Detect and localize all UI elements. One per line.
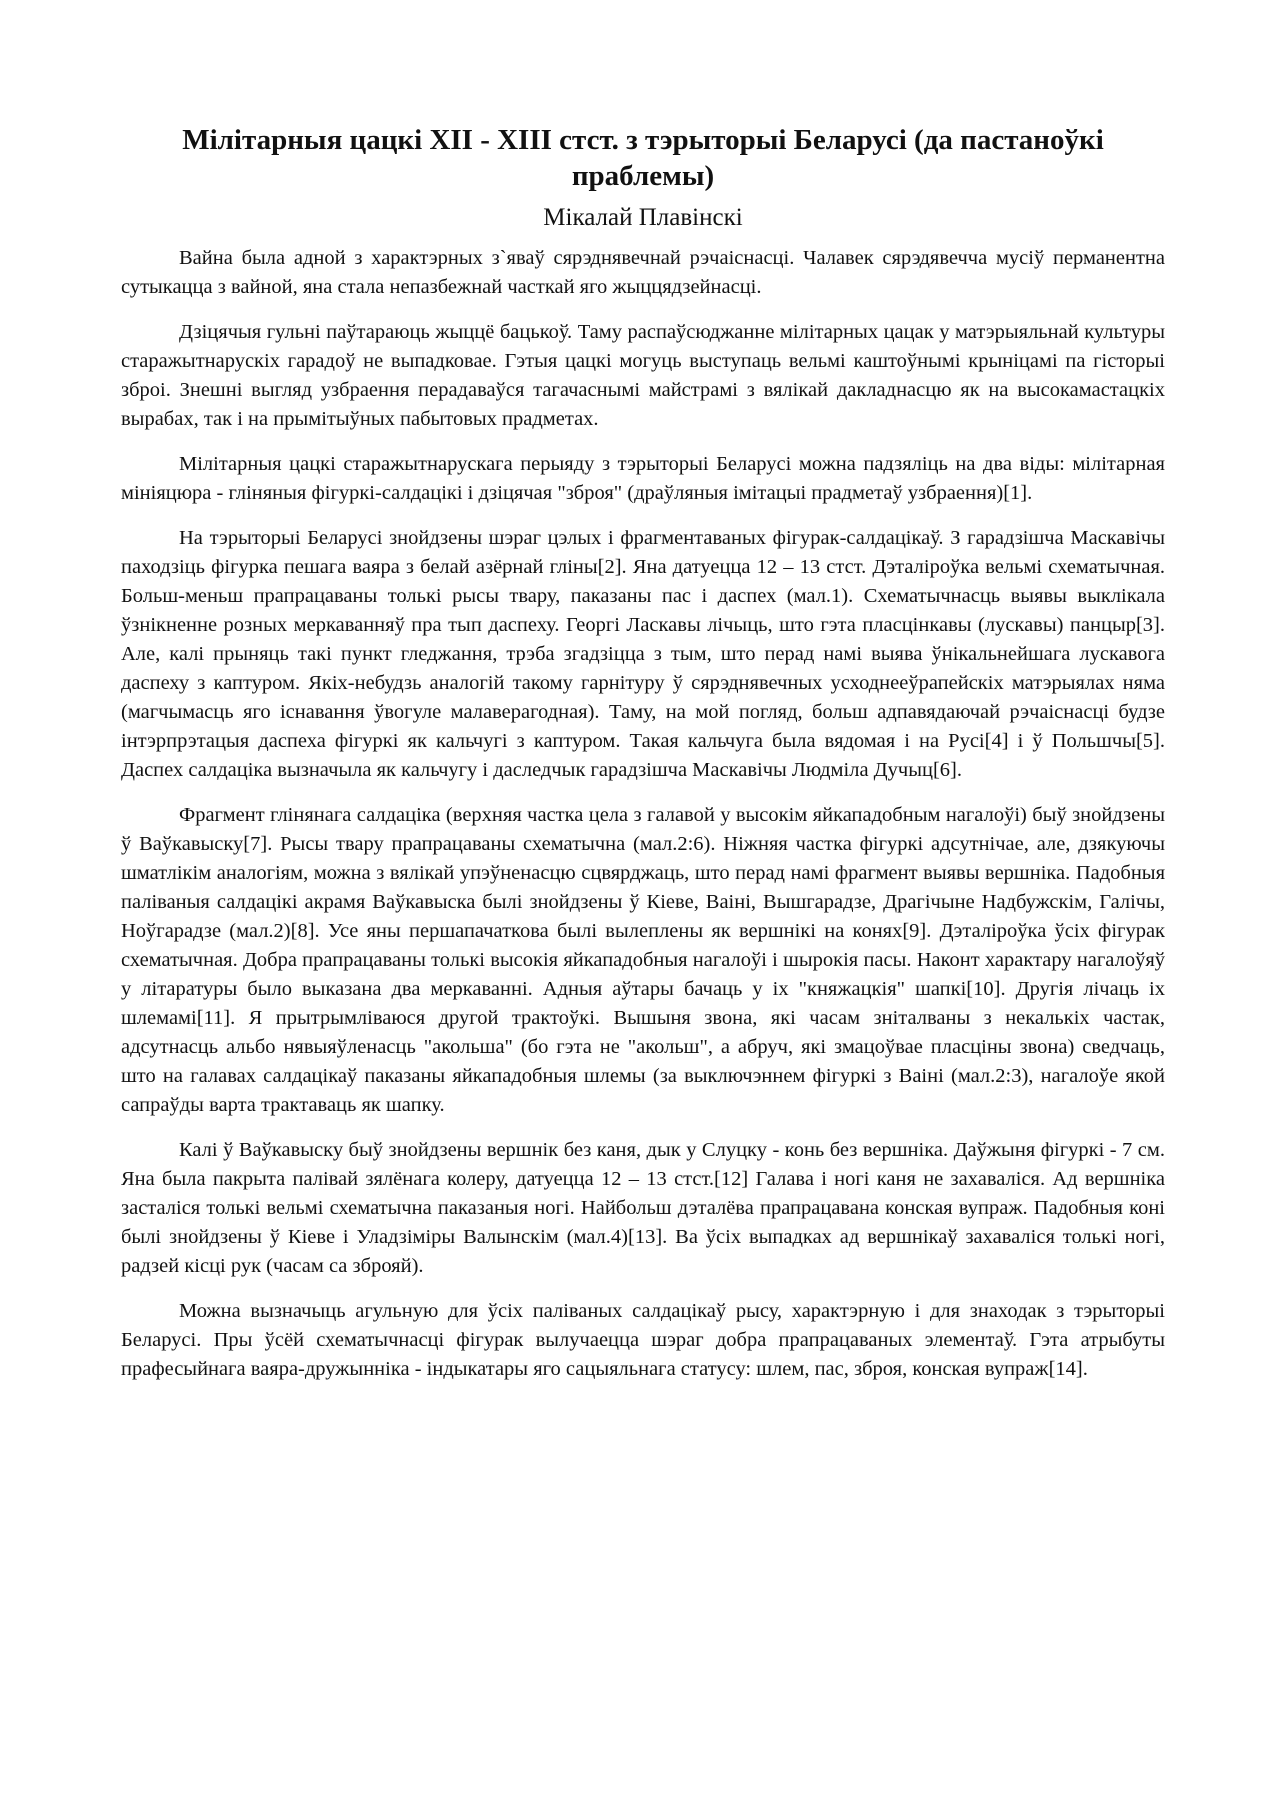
paragraph: Калі ў Ваўкавыску быў знойдзены вершнік без каня, дык у Слуцку - конь без вершніка. Даўжыня фігуркі - 7 см. Яна была пакрыта палівай зялёнага колеру, датуецца 12 – 13 стст.[12] Галава і ногі каня не захаваліся. Ад вершніка засталіся толькі вельмі схематычна паказаныя ногі. Найбольш дэталёва прапрацавана конская вупраж. Падобныя коні былі знойдзены ў Кіеве і Уладзіміры Валынскім (мал.4)[13]. Ва ўсіх выпадках ад вершнікаў захаваліся толькі ногі, радзей кісці рук (часам са зброяй). bbox=[121, 1139, 1165, 1277]
paragraph: Мілітарныя цацкі старажытнарускага перыяду з тэрыторыі Беларусі можна падзяліць на два віды: мілітарная мініяцюра - гліняныя фігуркі-салдацікі і дзіцячая "зброя" (драўляныя імітацыі прадметаў узбраення)[1]. bbox=[121, 453, 1165, 504]
paragraph: Можна вызначыць агульную для ўсіх паліваных салдацікаў рысу, характэрную і для знаходак з тэрыторыі Беларусі. Пры ўсёй схематычнасці фігурак вылучаецца шэраг добра прапрацаваных элементаў. Гэта атрыбуты прафесыйнага ваяра-дружынніка - індыкатары яго сацыяльнага статусу: шлем, пас, зброя, конская вупраж[14]. bbox=[121, 1300, 1165, 1380]
document-page bbox=[121, 122, 1165, 1400]
document-title: Мілітарныя цацкі XII - XIII стст. з тэрыторыі Беларусі (да пастаноўкі праблемы) bbox=[182, 124, 1104, 192]
paragraph: На тэрыторыі Беларусі знойдзены шэраг цэлых і фрагментаваных фігурак-салдацікаў. З гарадзішча Маскавічы паходзіць фігурка пешага ваяра з белай азёрнай гліны[2]. Яна датуецца 12 – 13 стст. Дэталіроўка вельмі схематычная. Больш-меньш прапрацаваны толькі рысы твару, паказаны пас і даспех (мал.1). Схематычнасць выявы выклікала ўзнікненне розных меркаванняў пра тып даспеху. Георгі Ласкавы лічыць, што гэта пласцінкавы (лускавы) панцыр[3]. Але, калі прыняць такі пункт гледжання, трэба згадзіцца з тым, што перад намі выява ўнікальнейшага лускавога даспеху з каптуром. Якіх-небудзь аналогій такому гарнітуру ў сярэднявечных усходнееўрапейскіх матэрыялах няма (магчымасць яго існавання ўвогуле малаверагодная). Таму, на мой погляд, больш адпавядаючай рэчаіснасці будзе інтэрпрэтацыя даспеха фігуркі як кальчугі з каптуром. Такая кальчуга была вядомая і на Русі[4] і ў Польшчы[5]. Даспех салдаціка вызначыла як кальчугу і даследчык гарадзішча Маскавічы Людміла Дучыц[6]. bbox=[121, 527, 1165, 781]
document-author: Мікалай Плавінскі bbox=[543, 204, 743, 231]
paragraph: Дзіцячыя гульні паўтараюць жыццё бацькоў. Таму распаўсюджанне мілітарных цацак у матэрыяльнай культуры старажытнарускіх гарадоў не выпадковае. Гэтыя цацкі могуць выступаць вельмі каштоўнымі крыніцамі па гісторыі зброі. Знешні выгляд узбраення перадаваўся тагачаснымі майстрамі з вялікай дакладнасцю як на высокамастацкіх вырабах, так і на прымітыўных пабытовых прадметах. bbox=[121, 321, 1165, 430]
paragraph: Фрагмент глінянага салдаціка (верхняя частка цела з галавой у высокім яйкападобным нагалоўі) быў знойдзены ў Ваўкавыску[7]. Рысы твару прапрацаваны схематычна (мал.2:6). Ніжняя частка фігуркі адсутнічае, але, дзякуючы шматлікім аналогіям, можна з вялікай упэўненасцю сцвярджаць, што перад намі фрагмент выявы вершніка. Падобныя паліваныя салдацікі акрамя Ваўкавыска былі знойдзены ў Кіеве, Ваіні, Вышгарадзе, Драгічыне Надбужскім, Галічы, Ноўгарадзе (мал.2)[8]. Усе яны першапачаткова былі вылеплены як вершнікі на конях[9]. Дэталіроўка ўсіх фігурак схематычная. Добра прапрацаваны толькі высокія яйкападобныя нагалоўі і шырокія пасы. Наконт характару нагалоўяў у літаратуры было выказана два меркаванні. Адныя аўтары бачаць у іх "княжацкія" шапкі[10]. Другія лічаць іх шлемамі[11]. Я прытрымліваюся другой трактоўкі. Вышыня звона, які часам зніталваны з некалькіх частак, адсутнасць альбо нявыяўленасць "акольша" (бо гэта не "акольш", а абруч, які змацоўвае пласціны звона) сведчаць, што на галавах салдацікаў паказаны яйкападобныя шлемы (за выключэннем фігуркі з Ваіні (мал.2:3), нагалоўе якой сапраўды варта трактаваць як шапку. bbox=[121, 804, 1165, 1116]
paragraph: Вайна была адной з характэрных з`яваў сярэднявечнай рэчаіснасці. Чалавек сярэдявечча мусіў перманентна сутыкацца з вайной, яна стала непазбежнай часткай яго жыццядзейнасці. bbox=[121, 247, 1165, 298]
